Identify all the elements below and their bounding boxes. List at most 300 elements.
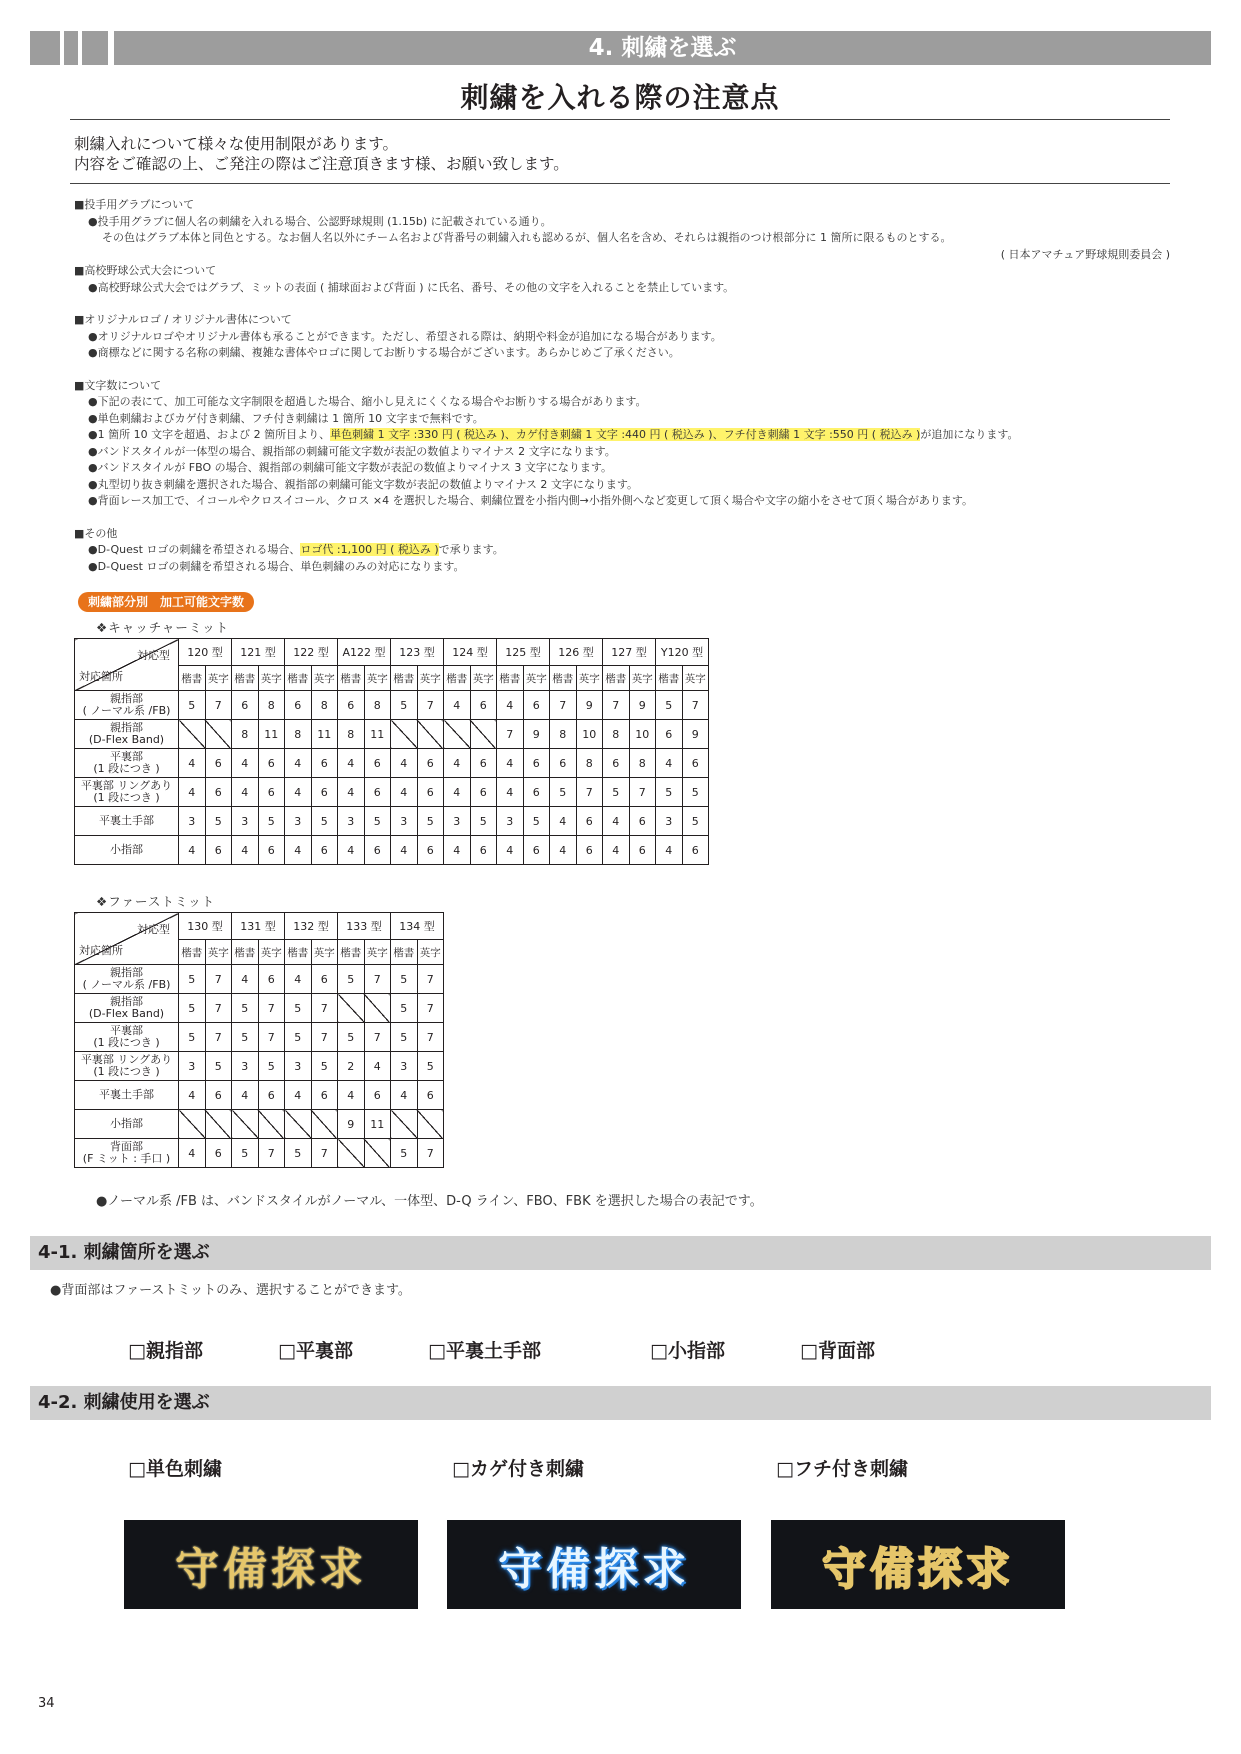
logo-price-highlight: ロゴ代 :1,100 円 ( 税込み ): [300, 543, 439, 556]
char-count-cell: 5: [364, 807, 391, 836]
checkbox-single-color[interactable]: □単色刺繍: [128, 1458, 222, 1480]
char-count-cell: 5: [550, 778, 577, 807]
char-count-cell: 5: [470, 807, 497, 836]
char-count-cell: 3: [338, 807, 365, 836]
char-count-cell: 6: [205, 1081, 232, 1110]
script-header: 楷書: [232, 940, 259, 965]
section-4-1-note: ●背面部はファーストミットのみ、選択することができます。: [50, 1283, 411, 1298]
script-header: 楷書: [391, 940, 418, 965]
char-count-cell: 5: [523, 807, 550, 836]
table-row: [75, 749, 709, 778]
script-header: 楷書: [444, 666, 471, 691]
script-header: 楷書: [338, 666, 365, 691]
char-count-cell: 3: [656, 807, 683, 836]
char-count-cell: 7: [311, 1023, 338, 1052]
checkbox-palm[interactable]: □平裏部: [278, 1340, 353, 1362]
char-count-cell: 6: [523, 778, 550, 807]
table-footnote: ●ノーマル系 /FB は、バンドスタイルがノーマル、一体型、D-Q ライン、FBO、FBK を選択した場合の表記です。: [96, 1194, 763, 1209]
sample-single-color-embroidery: 守備探求: [124, 1520, 418, 1609]
char-count-cell: 5: [205, 1052, 232, 1081]
char-count-cell: 4: [550, 807, 577, 836]
char-count-cell: 7: [205, 965, 232, 994]
char-count-cell: 4: [364, 1052, 391, 1081]
char-count-cell: 5: [311, 807, 338, 836]
na-cell: [391, 1110, 418, 1139]
model-header: 127 型: [603, 639, 656, 666]
intro-line: 刺繍入れについて様々な使用制限があります。: [74, 135, 398, 153]
char-count-cell: 4: [656, 836, 683, 865]
char-count-cell: 6: [258, 836, 285, 865]
char-count-cell: 6: [205, 749, 232, 778]
char-count-cell: 11: [364, 720, 391, 749]
char-count-cell: 7: [364, 1023, 391, 1052]
checkbox-shadow[interactable]: □カゲ付き刺繍: [452, 1458, 584, 1480]
catcher-label: ❖キャッチャーミット: [96, 620, 230, 635]
note-item-logo: [74, 542, 1174, 559]
table-row: [75, 1139, 444, 1168]
char-count-cell: 6: [576, 836, 603, 865]
char-count-cell: 5: [285, 1023, 312, 1052]
char-count-cell: 4: [179, 778, 206, 807]
note-item: ●オリジナルロゴやオリジナル書体も承ることができます。ただし、希望される際は、納期や料金が追加になる場合があります。: [88, 329, 722, 343]
row-label: 平裏部 リングあり (1 段につき ): [75, 1052, 179, 1081]
header-block: [82, 31, 108, 65]
note-text: が追加になります。: [920, 428, 1019, 441]
row-label: 平裏土手部: [75, 807, 179, 836]
char-count-cell: 7: [576, 778, 603, 807]
char-count-cell: 8: [629, 749, 656, 778]
script-header: 楷書: [603, 666, 630, 691]
char-count-cell: 5: [311, 1052, 338, 1081]
na-cell: [311, 1110, 338, 1139]
char-count-cell: 5: [391, 1023, 418, 1052]
char-count-cell: 6: [550, 749, 577, 778]
table-row: [75, 1023, 444, 1052]
na-cell: [179, 720, 206, 749]
char-count-cell: 8: [603, 720, 630, 749]
note-item: ●バンドスタイルが一体型の場合、親指部の刺繍可能文字数が表記の数値よりマイナス 2 文字になります。: [88, 444, 616, 458]
char-count-cell: 6: [258, 749, 285, 778]
char-count-cell: 7: [497, 720, 524, 749]
checkbox-little-finger[interactable]: □小指部: [650, 1340, 725, 1362]
char-count-cell: 3: [179, 1052, 206, 1081]
row-label: 平裏部 リングあり (1 段につき ): [75, 778, 179, 807]
char-count-cell: 5: [258, 807, 285, 836]
char-count-cell: 4: [285, 778, 312, 807]
char-count-cell: 4: [497, 778, 524, 807]
char-count-cell: 5: [391, 994, 418, 1023]
char-count-cell: 6: [364, 778, 391, 807]
na-cell: [417, 1110, 444, 1139]
row-label: 平裏部 (1 段につき ): [75, 1023, 179, 1052]
char-count-cell: 4: [179, 1081, 206, 1110]
table-row: [75, 691, 709, 720]
char-count-cell: 4: [338, 836, 365, 865]
note-text: ●D-Quest ロゴの刺繍を希望される場合、: [88, 543, 301, 556]
char-count-cell: 4: [232, 965, 259, 994]
char-count-cell: 7: [417, 965, 444, 994]
note-item: ●投手用グラブに個人名の刺繍を入れる場合、公認野球規則 (1.15b) に記載されている通り。: [88, 214, 552, 228]
model-header: 130 型: [179, 913, 232, 940]
char-count-cell: 4: [444, 836, 471, 865]
script-header: 英字: [523, 666, 550, 691]
char-count-cell: 6: [258, 1081, 285, 1110]
char-count-cell: 11: [258, 720, 285, 749]
model-header: 131 型: [232, 913, 285, 940]
note-heading: ■文字数について: [74, 378, 162, 392]
char-count-cell: 6: [523, 836, 550, 865]
intro-text: [74, 134, 569, 174]
script-header: 楷書: [391, 666, 418, 691]
char-count-cell: 6: [629, 807, 656, 836]
char-count-cell: 6: [311, 749, 338, 778]
char-count-cell: 4: [179, 1139, 206, 1168]
price-highlight: 単色刺繍 1 文字 :330 円 ( 税込み )、カゲ付き刺繍 1 文字 :440 円 ( 税込み )、フチ付き刺繍 1 文字 :550 円 ( 税込み ): [330, 428, 921, 441]
note-item: ●D-Quest ロゴの刺繍を希望される場合、単色刺繍のみの対応になります。: [88, 559, 465, 573]
char-count-cell: 6: [682, 749, 709, 778]
checkbox-back[interactable]: □背面部: [800, 1340, 875, 1362]
char-count-cell: 4: [391, 836, 418, 865]
char-count-cell: 5: [391, 1139, 418, 1168]
na-cell: [338, 1139, 365, 1168]
note-heading: ■高校野球公式大会について: [74, 264, 217, 277]
na-cell: [470, 720, 497, 749]
char-count-cell: 5: [682, 778, 709, 807]
char-count-cell: 7: [629, 778, 656, 807]
char-count-cell: 4: [603, 836, 630, 865]
note-item: ●丸型切り抜き刺繍を選択された場合、親指部の刺繍可能文字数が表記の数値よりマイナス 2 文字になります。: [88, 477, 639, 491]
model-header: A122 型: [338, 639, 391, 666]
script-header: 英字: [258, 666, 285, 691]
row-label: 親指部 (D-Flex Band): [75, 994, 179, 1023]
note-item: ●商標などに関する名称の刺繍、複雑な書体やロゴに関してお断りする場合がございます。あらかじめご了承ください。: [88, 346, 680, 359]
row-label: 親指部 (D-Flex Band): [75, 720, 179, 749]
char-count-cell: 3: [232, 1052, 259, 1081]
char-count-cell: 7: [258, 1139, 285, 1168]
char-count-cell: 4: [285, 1081, 312, 1110]
char-count-cell: 6: [311, 965, 338, 994]
na-cell: [232, 1110, 259, 1139]
note-item: ●高校野球公式大会ではグラブ、ミットの表面 ( 捕球面および背面 ) に氏名、番号、その他の文字を入れることを禁止しています。: [88, 280, 735, 294]
na-cell: [417, 720, 444, 749]
model-header: 132 型: [285, 913, 338, 940]
na-cell: [258, 1110, 285, 1139]
char-count-cell: 6: [682, 836, 709, 865]
char-count-cell: 5: [205, 807, 232, 836]
char-count-cell: 6: [364, 1081, 391, 1110]
char-count-cell: 6: [417, 836, 444, 865]
char-count-cell: 6: [523, 691, 550, 720]
note-item: その色はグラブ本体と同色とする。なお個人名以外にチーム名および背番号の刺繍入れも認めるが、個人名を含め、それらは親指のつけ根部分に 1 箇所に限るものとする。: [102, 231, 952, 244]
notes-block: [74, 197, 1174, 575]
char-count-cell: 7: [205, 994, 232, 1023]
row-label: 平裏土手部: [75, 1081, 179, 1110]
char-count-cell: 5: [232, 1023, 259, 1052]
char-count-cell: 11: [311, 720, 338, 749]
table-row: [75, 807, 709, 836]
page-title: 刺繍を入れる際の注意点: [460, 81, 780, 114]
char-count-cell: 7: [417, 691, 444, 720]
char-count-cell: 6: [364, 749, 391, 778]
char-count-cell: 4: [285, 836, 312, 865]
char-count-cell: 5: [603, 778, 630, 807]
char-count-cell: 5: [232, 994, 259, 1023]
char-count-cell: 4: [285, 749, 312, 778]
char-count-cell: 6: [470, 691, 497, 720]
char-count-cell: 10: [629, 720, 656, 749]
char-count-cell: 5: [285, 994, 312, 1023]
char-count-cell: 6: [205, 836, 232, 865]
char-count-cell: 7: [258, 994, 285, 1023]
script-header: 英字: [417, 666, 444, 691]
char-count-cell: 4: [497, 691, 524, 720]
table-row: [75, 778, 709, 807]
model-header: 133 型: [338, 913, 391, 940]
char-count-cell: 5: [179, 965, 206, 994]
char-count-cell: 4: [232, 778, 259, 807]
char-count-cell: 6: [258, 965, 285, 994]
char-count-cell: 8: [338, 720, 365, 749]
char-count-cell: 9: [629, 691, 656, 720]
row-label: 親指部 ( ノーマル系 /FB): [75, 965, 179, 994]
corner-model-label: 対応型: [137, 649, 170, 662]
na-cell: [338, 994, 365, 1023]
intro-line: 内容をご確認の上、ご発注の際はご注意頂きます様、お願い致します。: [74, 155, 569, 173]
char-count-cell: 4: [391, 749, 418, 778]
char-count-cell: 4: [338, 749, 365, 778]
row-label: 背面部 (F ミット : 手口 ): [75, 1139, 179, 1168]
row-label: 親指部 ( ノーマル系 /FB): [75, 691, 179, 720]
script-header: 英字: [311, 940, 338, 965]
char-count-cell: 8: [576, 749, 603, 778]
model-header: 134 型: [391, 913, 444, 940]
table-section-label: 刺繍部分別 加工可能文字数: [78, 592, 254, 612]
char-count-cell: 5: [391, 691, 418, 720]
na-cell: [391, 720, 418, 749]
checkbox-outline[interactable]: □フチ付き刺繍: [776, 1458, 908, 1480]
char-count-cell: 3: [391, 807, 418, 836]
char-count-cell: 4: [179, 836, 206, 865]
char-count-cell: 5: [338, 1023, 365, 1052]
char-count-cell: 4: [603, 807, 630, 836]
note-item: ●背面レース加工で、イコールやクロスイコール、クロス ×4 を選択した場合、刺繍位置を小指内側→小指外側へなど変更して頂く場合や文字の縮小をさせて頂く場合があります。: [88, 494, 973, 507]
script-header: 楷書: [285, 666, 312, 691]
section-title: 4. 刺繍を選ぶ: [114, 31, 1211, 65]
na-cell: [444, 720, 471, 749]
divider: [70, 119, 1170, 120]
na-cell: [205, 720, 232, 749]
script-header: 楷書: [179, 666, 206, 691]
page-number: 34: [38, 1696, 55, 1711]
divider: [70, 183, 1170, 184]
note-item: ●単色刺繍およびカゲ付き刺繍、フチ付き刺繍は 1 箇所 10 文字まで無料です。: [88, 411, 484, 425]
char-count-cell: 6: [470, 836, 497, 865]
char-count-cell: 7: [417, 1139, 444, 1168]
char-count-cell: 4: [338, 778, 365, 807]
script-header: 英字: [682, 666, 709, 691]
model-header: 121 型: [232, 639, 285, 666]
char-count-cell: 8: [232, 720, 259, 749]
char-count-cell: 3: [179, 807, 206, 836]
note-text: で承ります。: [438, 543, 504, 556]
table-row: [75, 1110, 444, 1139]
char-count-cell: 6: [417, 778, 444, 807]
note-item: ●下記の表にて、加工可能な文字制限を超過した場合、縮小し見えにくくなる場合やお断りする場合があります。: [88, 395, 647, 408]
char-count-cell: 6: [364, 836, 391, 865]
char-count-cell: 6: [311, 836, 338, 865]
char-count-cell: 4: [232, 749, 259, 778]
char-count-cell: 7: [258, 1023, 285, 1052]
char-count-cell: 5: [391, 965, 418, 994]
char-count-cell: 6: [603, 749, 630, 778]
char-count-cell: 5: [338, 965, 365, 994]
char-count-cell: 10: [576, 720, 603, 749]
char-count-cell: 5: [656, 778, 683, 807]
char-count-cell: 4: [444, 691, 471, 720]
script-header: 楷書: [232, 666, 259, 691]
corner-model-label: 対応型: [137, 923, 170, 936]
char-count-cell: 4: [497, 836, 524, 865]
char-count-cell: 5: [179, 994, 206, 1023]
char-count-cell: 3: [285, 1052, 312, 1081]
checkbox-thumb[interactable]: □親指部: [128, 1340, 203, 1362]
char-count-cell: 9: [576, 691, 603, 720]
char-count-cell: 8: [311, 691, 338, 720]
script-header: 英字: [205, 940, 232, 965]
char-count-cell: 4: [550, 836, 577, 865]
char-count-cell: 4: [444, 749, 471, 778]
note-text: ●1 箇所 10 文字を超過、および 2 箇所目より、: [88, 428, 331, 441]
row-label: 小指部: [75, 836, 179, 865]
script-header: 楷書: [550, 666, 577, 691]
char-count-cell: 5: [232, 1139, 259, 1168]
script-header: 英字: [205, 666, 232, 691]
char-count-cell: 5: [417, 807, 444, 836]
table-row: [75, 965, 444, 994]
char-count-cell: 2: [338, 1052, 365, 1081]
section-4-2-header: 4-2. 刺繍使用を選ぶ: [30, 1386, 1211, 1420]
char-count-cell: 4: [444, 778, 471, 807]
char-count-cell: 8: [364, 691, 391, 720]
char-count-cell: 6: [576, 807, 603, 836]
char-count-cell: 4: [232, 836, 259, 865]
na-cell: [285, 1110, 312, 1139]
section-header: [30, 31, 1211, 65]
note-item-price: [74, 427, 1174, 444]
catcher-mitt-table: [74, 638, 709, 865]
section-4-1-header: 4-1. 刺繍箇所を選ぶ: [30, 1236, 1211, 1270]
note-heading: ■その他: [74, 526, 118, 540]
char-count-cell: 4: [497, 749, 524, 778]
corner-location-label: 対応箇所: [79, 944, 123, 957]
char-count-cell: 7: [205, 1023, 232, 1052]
char-count-cell: 6: [656, 720, 683, 749]
script-header: 英字: [258, 940, 285, 965]
model-header: 123 型: [391, 639, 444, 666]
script-header: 英字: [311, 666, 338, 691]
table-corner: [75, 913, 179, 965]
table-row: [75, 1081, 444, 1110]
char-count-cell: 7: [550, 691, 577, 720]
char-count-cell: 5: [285, 1139, 312, 1168]
char-count-cell: 3: [497, 807, 524, 836]
row-label: 小指部: [75, 1110, 179, 1139]
script-header: 楷書: [656, 666, 683, 691]
model-header: Y120 型: [656, 639, 709, 666]
char-count-cell: 11: [364, 1110, 391, 1139]
char-count-cell: 5: [656, 691, 683, 720]
table-corner: [75, 639, 179, 691]
header-block: [64, 31, 78, 65]
char-count-cell: 6: [523, 749, 550, 778]
char-count-cell: 7: [603, 691, 630, 720]
first-label: ❖ファーストミット: [96, 894, 216, 909]
row-label: 平裏部 (1 段につき ): [75, 749, 179, 778]
char-count-cell: 6: [311, 1081, 338, 1110]
char-count-cell: 3: [391, 1052, 418, 1081]
checkbox-palm-bank[interactable]: □平裏土手部: [428, 1340, 541, 1362]
char-count-cell: 6: [258, 778, 285, 807]
char-count-cell: 4: [179, 749, 206, 778]
char-count-cell: 3: [232, 807, 259, 836]
char-count-cell: 4: [656, 749, 683, 778]
char-count-cell: 8: [285, 720, 312, 749]
char-count-cell: 4: [391, 778, 418, 807]
char-count-cell: 7: [364, 965, 391, 994]
char-count-cell: 6: [470, 749, 497, 778]
char-count-cell: 9: [523, 720, 550, 749]
note-source: ( 日本アマチュア野球規則委員会 ): [1000, 247, 1170, 261]
model-header: 122 型: [285, 639, 338, 666]
char-count-cell: 8: [550, 720, 577, 749]
script-header: 楷書: [285, 940, 312, 965]
char-count-cell: 6: [205, 778, 232, 807]
char-count-cell: 6: [470, 778, 497, 807]
char-count-cell: 7: [205, 691, 232, 720]
char-count-cell: 6: [338, 691, 365, 720]
sample-outline-embroidery: 守備探求: [771, 1520, 1065, 1609]
char-count-cell: 7: [682, 691, 709, 720]
char-count-cell: 5: [682, 807, 709, 836]
script-header: 楷書: [338, 940, 365, 965]
char-count-cell: 8: [258, 691, 285, 720]
char-count-cell: 6: [285, 691, 312, 720]
table-row: [75, 836, 709, 865]
sample-shadow-embroidery: 守備探求: [447, 1520, 741, 1609]
script-header: 英字: [364, 940, 391, 965]
model-header: 126 型: [550, 639, 603, 666]
script-header: 英字: [470, 666, 497, 691]
char-count-cell: 7: [417, 994, 444, 1023]
script-header: 楷書: [497, 666, 524, 691]
char-count-cell: 4: [285, 965, 312, 994]
first-mitt-table: [74, 912, 444, 1168]
char-count-cell: 6: [311, 778, 338, 807]
char-count-cell: 6: [417, 1081, 444, 1110]
char-count-cell: 9: [338, 1110, 365, 1139]
char-count-cell: 5: [179, 691, 206, 720]
table-row: [75, 994, 444, 1023]
script-header: 英字: [364, 666, 391, 691]
char-count-cell: 3: [444, 807, 471, 836]
model-header: 125 型: [497, 639, 550, 666]
corner-location-label: 対応箇所: [79, 670, 123, 683]
script-header: 英字: [576, 666, 603, 691]
model-header: 120 型: [179, 639, 232, 666]
char-count-cell: 6: [232, 691, 259, 720]
note-heading: ■投手用グラブについて: [74, 198, 195, 211]
char-count-cell: 5: [179, 1023, 206, 1052]
